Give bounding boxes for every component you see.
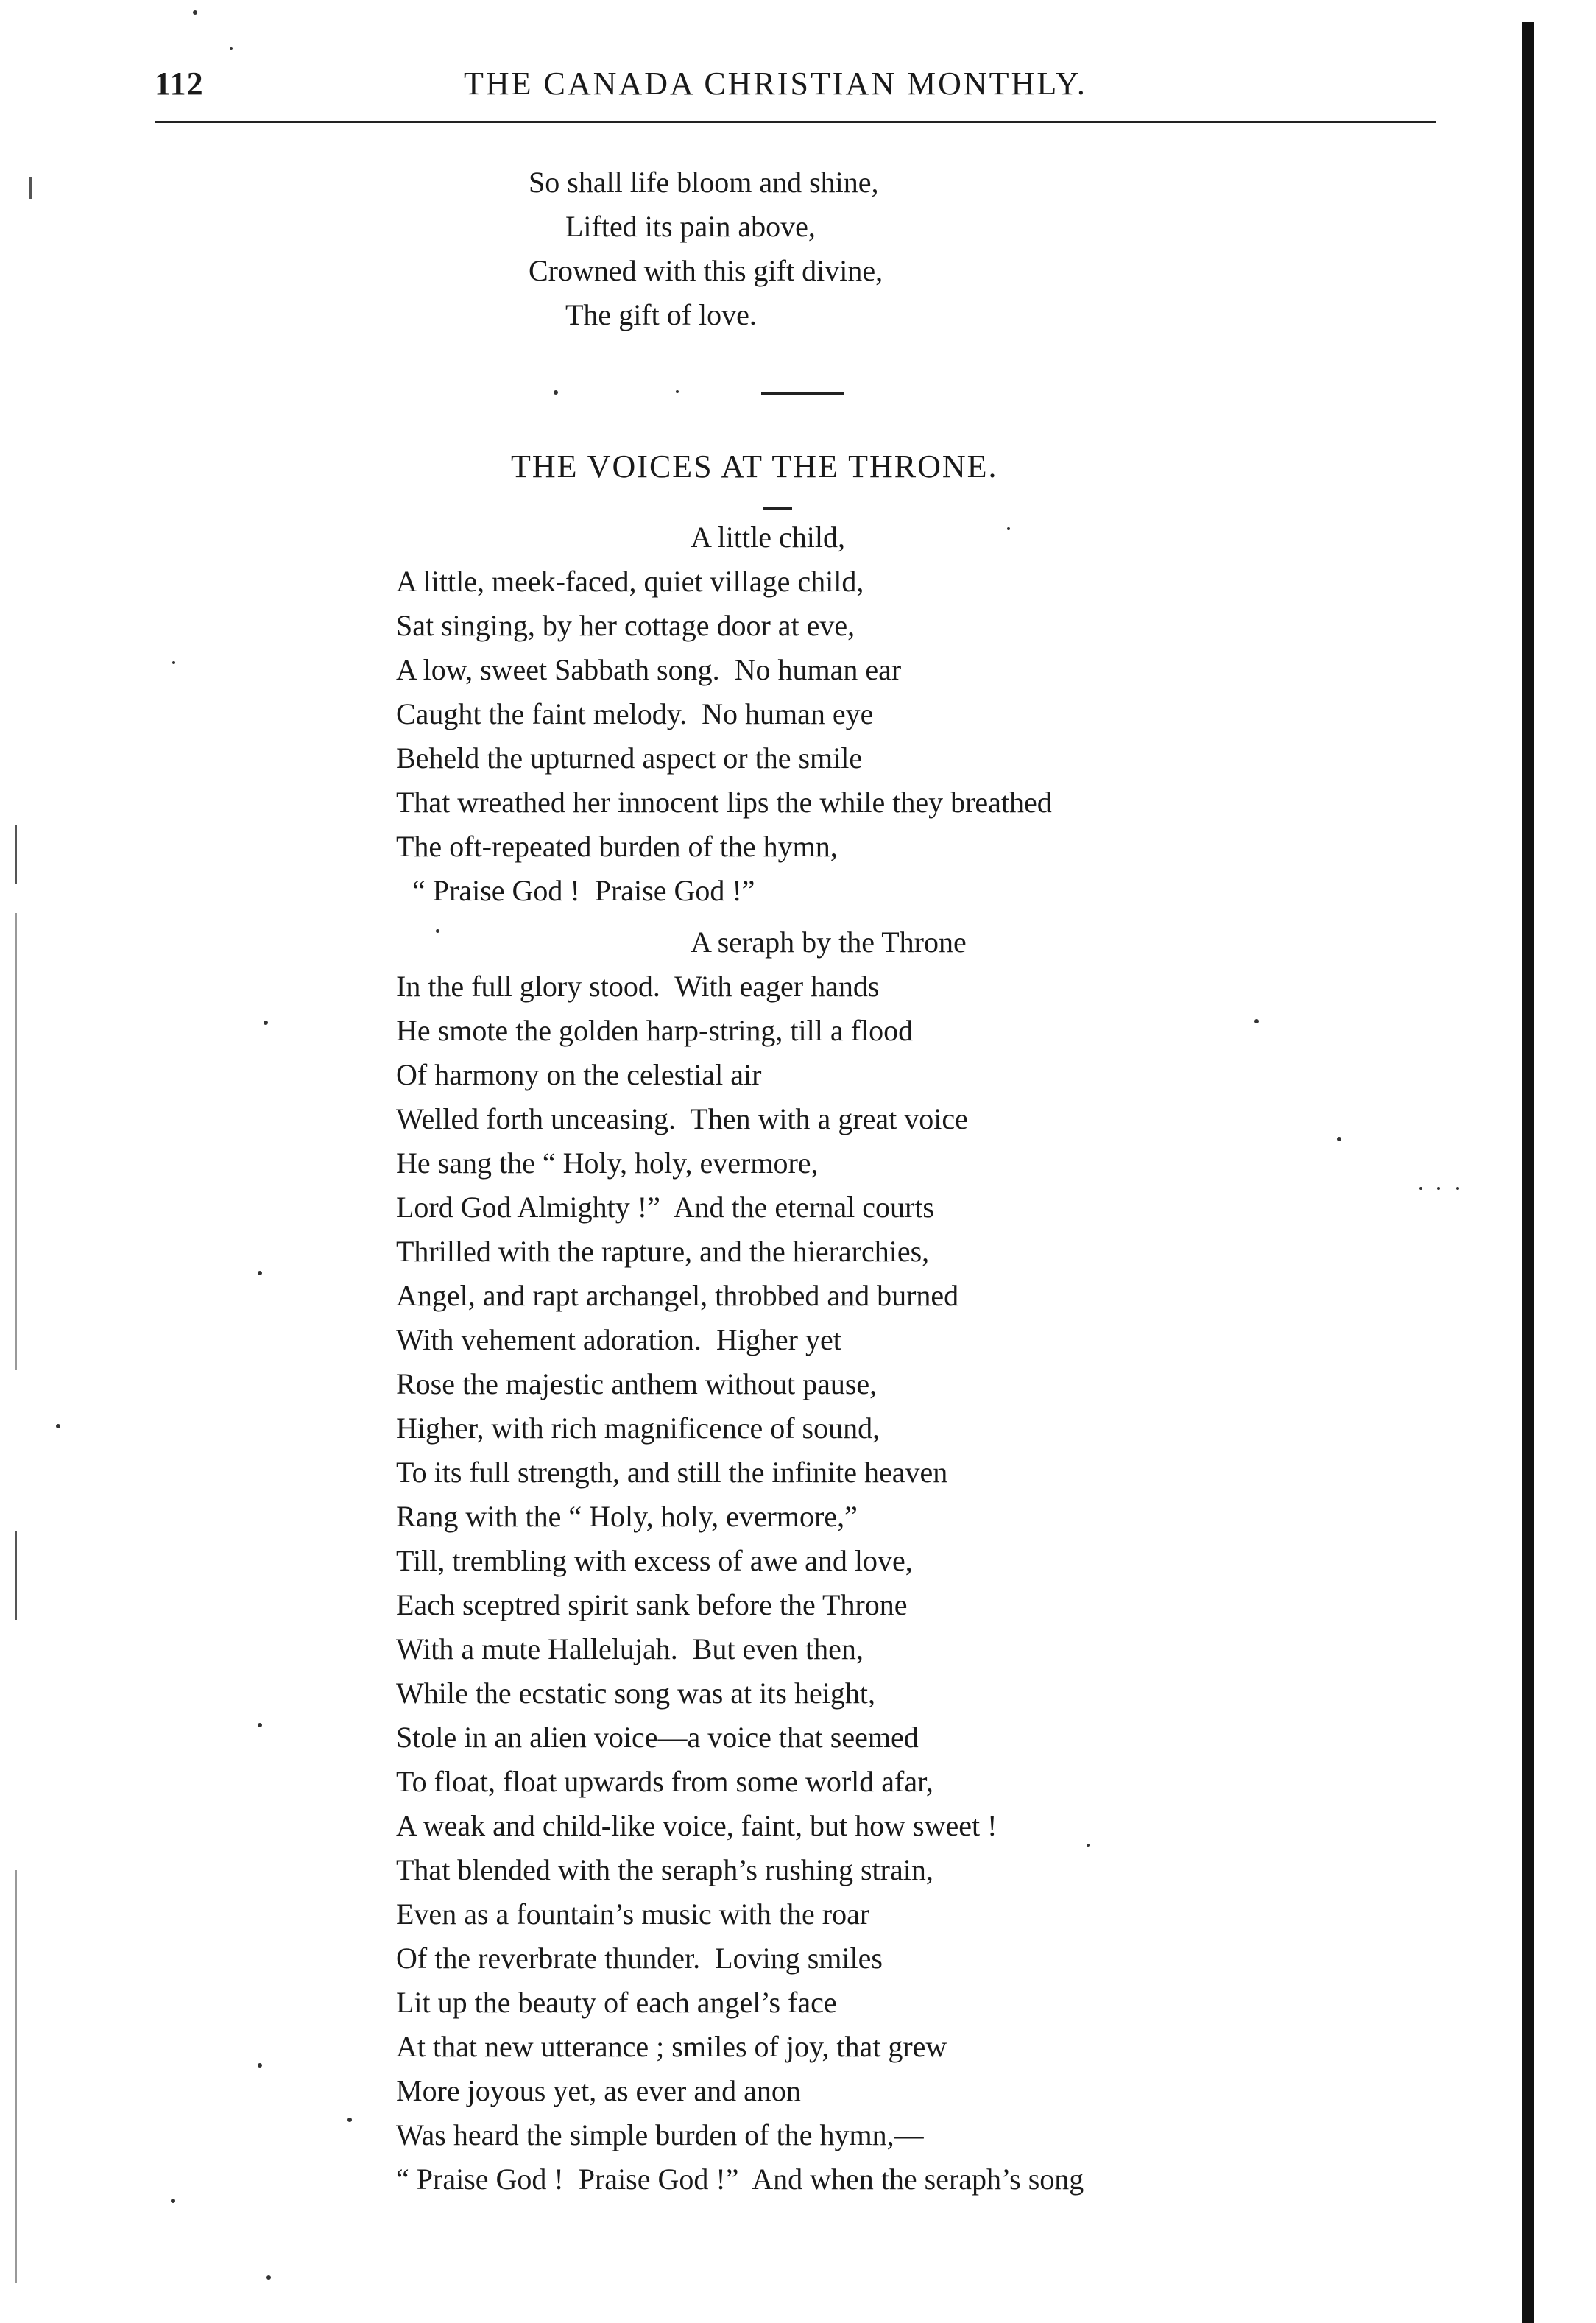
poem-line: The oft-repeated burden of the hymn, <box>396 830 838 863</box>
scan-speck <box>1007 527 1010 530</box>
poem-line: He sang the “ Holy, holy, evermore, <box>396 1146 819 1180</box>
section-divider <box>761 392 844 395</box>
binding-edge <box>1522 22 1534 2323</box>
poem-line: With a mute Hallelujah. But even then, <box>396 1632 864 1665</box>
scan-speck <box>266 2275 271 2280</box>
stanza-two <box>396 920 1084 2202</box>
poem-line: Lifted its pain above, <box>565 210 816 243</box>
scan-speck <box>347 2118 352 2122</box>
poem-line: A little child, <box>691 521 845 554</box>
scan-mark <box>15 825 17 884</box>
poem-line: Beheld the upturned aspect or the smile <box>396 741 863 775</box>
scan-speck <box>554 390 558 395</box>
scan-speck <box>1437 1187 1440 1190</box>
poem-line: Rose the majestic anthem without pause, <box>396 1367 878 1400</box>
scan-speck <box>264 1021 268 1025</box>
scan-speck <box>56 1424 60 1428</box>
poem-line: A seraph by the Throne <box>691 926 967 959</box>
header-rule <box>155 121 1436 123</box>
poem-line: That blended with the seraph’s rushing strain, <box>396 1853 933 1886</box>
poem-line: Lit up the beauty of each angel’s face <box>396 1986 837 2019</box>
poem-line: He smote the golden harp-string, till a flood <box>396 1014 914 1047</box>
poem-line: That wreathed her innocent lips the while they breathed <box>396 786 1052 819</box>
scan-speck <box>193 10 197 15</box>
poem-line: In the full glory stood. With eager hands <box>396 970 880 1003</box>
poem-line: To its full strength, and still the infinite heaven <box>396 1456 948 1489</box>
poem-line: Crowned with this gift divine, <box>529 254 883 287</box>
poem-line: Till, trembling with excess of awe and love, <box>396 1544 913 1577</box>
previous-poem-ending <box>529 161 883 337</box>
poem-line: The gift of love. <box>565 298 757 331</box>
poem-line: Sat singing, by her cottage door at eve, <box>396 609 855 642</box>
poem-line: To float, float upwards from some world afar, <box>396 1765 933 1798</box>
poem-line: Rang with the “ Holy, holy, evermore,” <box>396 1500 858 1533</box>
scan-mark <box>15 1531 17 1620</box>
page-number: 112 <box>155 66 204 102</box>
poem-line: “ Praise God ! Praise God !” And when the seraph’s song <box>396 2162 1084 2196</box>
poem-line: Angel, and rapt archangel, throbbed and burned <box>396 1279 959 1312</box>
poem-line: Thrilled with the rapture, and the hierarchies, <box>396 1235 930 1268</box>
poem-line: Caught the faint melody. No human eye <box>396 697 874 730</box>
poem-line: More joyous yet, as ever and anon <box>396 2074 801 2107</box>
scan-mark <box>15 913 17 1370</box>
page-header <box>155 65 1436 116</box>
stanza-one <box>396 515 1052 913</box>
poem-line: Higher, with rich magnificence of sound, <box>396 1411 880 1445</box>
poem-line: Of harmony on the celestial air <box>396 1058 762 1091</box>
poem-line: Each sceptred spirit sank before the Throne <box>396 1588 908 1621</box>
scan-speck <box>436 929 439 933</box>
scan-mark <box>29 177 32 199</box>
title-dash <box>763 507 792 510</box>
scan-mark <box>15 1870 17 2283</box>
scan-speck <box>258 1271 262 1275</box>
poem-line: Of the reverbrate thunder. Loving smiles <box>396 1942 883 1975</box>
poem-line: Welled forth unceasing. Then with a great voice <box>396 1102 968 1135</box>
scan-speck <box>230 47 233 50</box>
poem-line: While the ecstatic song was at its height, <box>396 1677 875 1710</box>
poem-line: “ Praise God ! Praise God !” <box>412 874 755 907</box>
poem-line: With vehement adoration. Higher yet <box>396 1323 841 1356</box>
scan-speck <box>172 661 175 664</box>
scan-speck <box>258 1723 262 1727</box>
poem-line: A weak and child-like voice, faint, but how sweet ! <box>396 1809 998 1842</box>
scan-speck <box>676 390 679 393</box>
poem-title: THE VOICES AT THE THRONE. <box>511 448 998 484</box>
poem-line: A low, sweet Sabbath song. No human ear <box>396 653 902 686</box>
poem-line: So shall life bloom and shine, <box>529 166 879 199</box>
scan-speck <box>1456 1187 1459 1190</box>
poem-line: Even as a fountain’s music with the roar <box>396 1897 870 1931</box>
scan-speck <box>1087 1844 1090 1847</box>
poem-line: A little, meek-faced, quiet village child, <box>396 565 864 598</box>
scan-speck <box>1337 1137 1341 1141</box>
scan-speck <box>1419 1187 1422 1190</box>
poem-line: Was heard the simple burden of the hymn,— <box>396 2118 924 2151</box>
scan-speck <box>1254 1019 1259 1023</box>
poem-line: At that new utterance ; smiles of joy, that grew <box>396 2030 947 2063</box>
scan-speck <box>171 2199 175 2203</box>
poem-line: Lord God Almighty !” And the eternal courts <box>396 1191 934 1224</box>
running-title: THE CANADA CHRISTIAN MONTHLY. <box>464 66 1087 102</box>
scan-speck <box>258 2063 262 2068</box>
poem-line: Stole in an alien voice—a voice that seemed <box>396 1721 919 1754</box>
